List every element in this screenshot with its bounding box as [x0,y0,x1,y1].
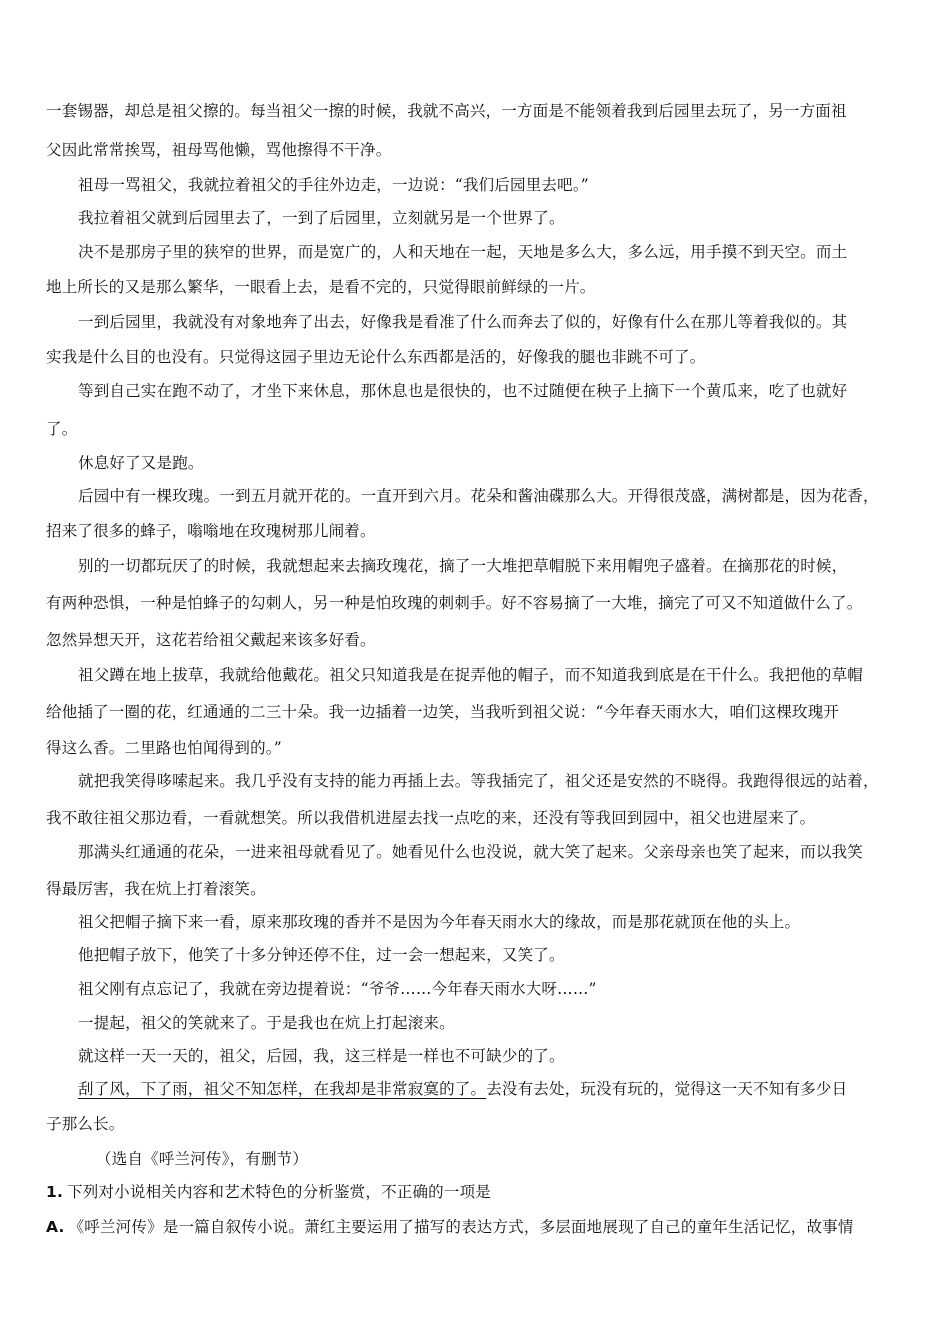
paragraph-line: 忽然异想天开，这花若给祖父戴起来该多好看。 [46,631,376,649]
paragraph-line: 后园中有一棵玫瑰。一到五月就开花的。一直开到六月。花朵和酱油碟那么大。开得很茂盛，满树都是，因为花香， [78,487,879,505]
option-a [46,1217,854,1237]
paragraph-line: 别的一切都玩厌了的时候，我就想起来去摘玫瑰花，摘了一大堆把草帽脱下来用帽兜子盛着。在摘那花的时候， [78,557,848,575]
paragraph-line: 一套锡器，却总是祖父擦的。每当祖父一擦的时候，我就不高兴，一方面是不能领着我到后园里去玩了，另一方面祖 [46,102,847,120]
paragraph-line: 得这么香。二里路也怕闻得到的。” [46,739,282,757]
paragraph-line: 一到后园里，我就没有对象地奔了出去，好像我是看准了什么而奔去了似的，好像有什么在那儿等着我似的。其 [78,313,848,331]
question-1 [46,1182,491,1202]
paragraph-line: 我拉着祖父就到后园里去了，一到了后园里，立刻就另是一个世界了。 [78,209,565,227]
paragraph-line: 他把帽子放下，他笑了十多分钟还停不住，过一会一想起来，又笑了。 [78,946,565,964]
paragraph-line: 了。 [46,420,78,438]
paragraph-line [78,1079,847,1099]
question-number: 1. [46,1183,64,1201]
paragraph-line: 那满头红通通的花朵，一进来祖母就看见了。她看见什么也没说，就大笑了起来。父亲母亲也笑了起来，而以我笑 [78,843,864,861]
paragraph-line: 给他插了一圈的花，红通通的二三十朵。我一边插着一边笑，当我听到祖父说：“今年春天雨水大，咱们这棵玫瑰开 [46,703,840,721]
paragraph-line: 就这样一天一天的，祖父，后园，我，这三样是一样也不可缺少的了。 [78,1047,565,1065]
source-citation: （选自《呼兰河传》，有删节） [96,1150,309,1168]
question-text: 下列对小说相关内容和艺术特色的分析鉴赏，不正确的一项是 [67,1183,491,1201]
paragraph-line: 子那么长。 [46,1115,125,1133]
paragraph-line: 等到自己实在跑不动了，才坐下来休息，那休息也是很快的，也不过随便在秧子上摘下一个黄瓜来，吃了也就好 [78,382,848,400]
paragraph-line: 实我是什么目的也没有。只觉得这园子里边无论什么东西都是活的，好像我的腿也非跳不可了。 [46,348,706,366]
paragraph-line: 得最厉害，我在炕上打着滚笑。 [46,880,266,898]
paragraph-line: 招来了很多的蜂子，嗡嗡地在玫瑰树那儿闹着。 [46,522,376,540]
paragraph-line: 决不是那房子里的狭窄的世界，而是宽广的，人和天地在一起，天地是多么大，多么远，用手摸不到天空。而土 [78,243,848,261]
paragraph-line: 休息好了又是跑。 [78,454,204,472]
paragraph-line: 地上所长的又是那么繁华，一眼看上去，是看不完的，只觉得眼前鲜绿的一片。 [46,278,596,296]
underlined-sentence: 刮了风，下了雨，祖父不知怎样，在我却是非常寂寞的了。 [78,1080,487,1098]
option-text: 《呼兰河传》是一篇自叙传小说。萧红主要运用了描写的表达方式，多层面地展现了自己的童年生活记忆，故事情 [68,1218,854,1236]
paragraph-line: 父因此常常挨骂，祖母骂他懒，骂他擦得不干净。 [46,141,392,159]
paragraph-line: 祖父把帽子摘下来一看，原来那玫瑰的香并不是因为今年春天雨水大的缘故，而是那花就顶在他的头上。 [78,913,801,931]
option-label: A. [46,1218,65,1236]
paragraph-line: 有两种恐惧，一种是怕蜂子的勾刺人，另一种是怕玫瑰的刺刺手。好不容易摘了一大堆，摘完了可又不知道做什么了。 [46,594,863,612]
paragraph-line: 一提起，祖父的笑就来了。于是我也在炕上打起滚来。 [78,1014,455,1032]
paragraph-line: 我不敢往祖父那边看，一看就想笑。所以我借机进屋去找一点吃的来，还没有等我回到园中，祖父也进屋来了。 [46,809,816,827]
paragraph-line: 祖母一骂祖父，我就拉着祖父的手往外边走，一边说：“我们后园里去吧。” [78,176,589,194]
paragraph-line: 祖父蹲在地上拔草，我就给他戴花。祖父只知道我是在捉弄他的帽子，而不知道我到底是在干什么。我把他的草帽 [78,666,864,684]
sentence-rest: 去没有去处，玩没有玩的，觉得这一天不知有多少日 [486,1080,848,1098]
paragraph-line: 祖父刚有点忘记了，我就在旁边提着说：“爷爷……今年春天雨水大呀……” [78,980,597,998]
paragraph-line: 就把我笑得哆嗦起来。我几乎没有支持的能力再插上去。等我插完了，祖父还是安然的不晓得。我跑得很远的站着， [78,772,879,790]
